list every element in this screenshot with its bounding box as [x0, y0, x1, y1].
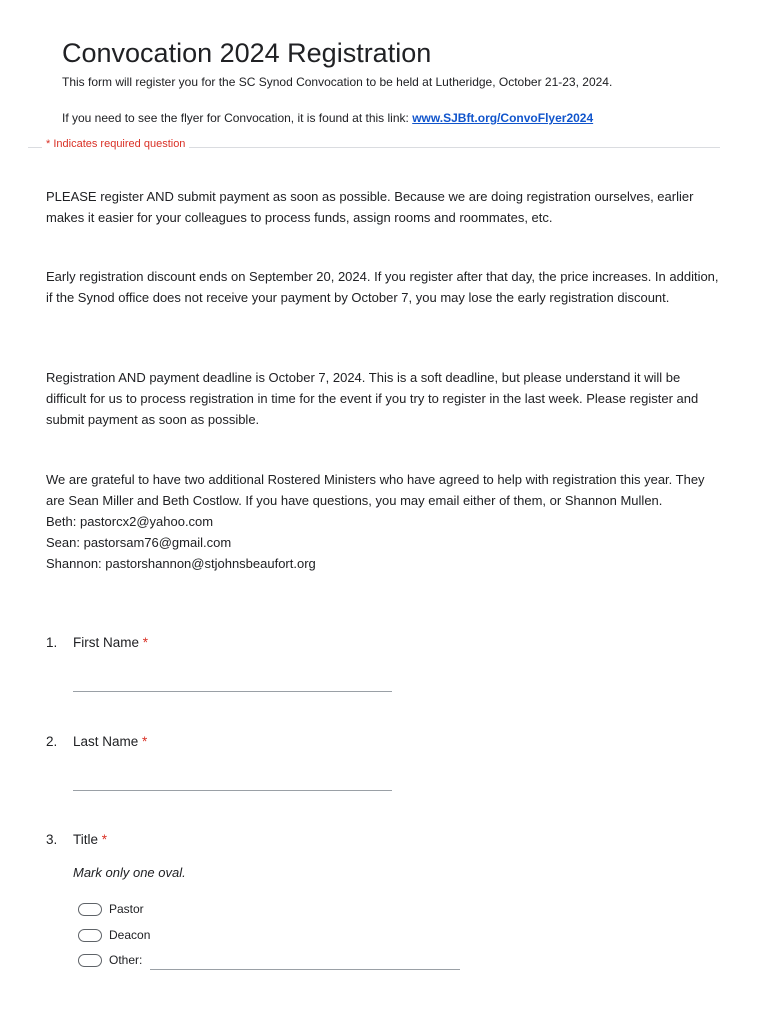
question-1-label	[73, 635, 148, 650]
intro-paragraph-1: PLEASE register AND submit payment as soon as possible. Because we are doing registration ourselves, earlier makes it easier for your colleagues to process funds, assign rooms and roommates, etc.	[46, 189, 694, 225]
title-label: Title	[73, 832, 99, 847]
option-label: Pastor	[109, 902, 144, 916]
last-name-input[interactable]	[73, 790, 392, 791]
option-deacon[interactable]	[78, 927, 150, 943]
first-name-input[interactable]	[73, 691, 392, 692]
question-2-label	[73, 734, 147, 749]
question-1-number: 1.	[46, 635, 58, 650]
question-2-number: 2.	[46, 734, 58, 749]
flyer-link[interactable]: www.SJBft.org/ConvoFlyer2024	[412, 111, 594, 125]
required-star: *	[101, 832, 108, 847]
contact-shannon: Shannon: pastorshannon@stjohnsbeaufort.org	[46, 556, 316, 571]
contact-beth: Beth: pastorcx2@yahoo.com	[46, 514, 214, 529]
radio-oval[interactable]	[78, 903, 102, 916]
required-star: *	[142, 635, 149, 650]
other-input[interactable]	[150, 969, 460, 970]
intro-paragraph-2: Early registration discount ends on September 20, 2024. If you register after that day, the price increases. In addition, if the Synod office does not receive your payment by October 7, you may lose the early registration discount.	[46, 269, 719, 305]
option-label: Deacon	[109, 928, 151, 942]
intro-paragraph-3: Registration AND payment deadline is October 7, 2024. This is a soft deadline, but please understand it will be difficult for us to process registration in time for the event if you try to register in the last week. Please register and submit payment as soon as possible.	[46, 370, 699, 427]
radio-oval[interactable]	[78, 954, 102, 967]
flyer-description-text: If you need to see the flyer for Convocation, it is found at this link:	[62, 111, 413, 125]
option-pastor[interactable]	[78, 901, 144, 917]
question-3-number: 3.	[46, 832, 58, 847]
form-title: Convocation 2024 Registration	[62, 38, 432, 68]
question-3-label	[73, 832, 107, 847]
radio-oval[interactable]	[78, 929, 102, 942]
required-notice: * Indicates required question	[42, 138, 189, 150]
intro-paragraph-4	[46, 469, 721, 574]
option-label: Other:	[109, 953, 143, 967]
form-description: This form will register you for the SC Synod Convocation to be held at Lutheridge, October 21-23, 2024.	[62, 75, 613, 89]
contact-sean: Sean: pastorsam76@gmail.com	[46, 535, 232, 550]
first-name-label: First Name	[73, 635, 140, 650]
last-name-label: Last Name	[73, 734, 139, 749]
helpers-text: We are grateful to have two additional Rostered Ministers who have agreed to help with registration this year. They are Sean Miller and Beth Costlow. If you have questions, you may email either of them, or Shannon Mullen.	[46, 472, 705, 508]
flyer-description	[62, 111, 593, 125]
required-star: *	[142, 734, 148, 749]
question-3-hint: Mark only one oval.	[73, 865, 186, 880]
option-other[interactable]	[78, 952, 142, 968]
